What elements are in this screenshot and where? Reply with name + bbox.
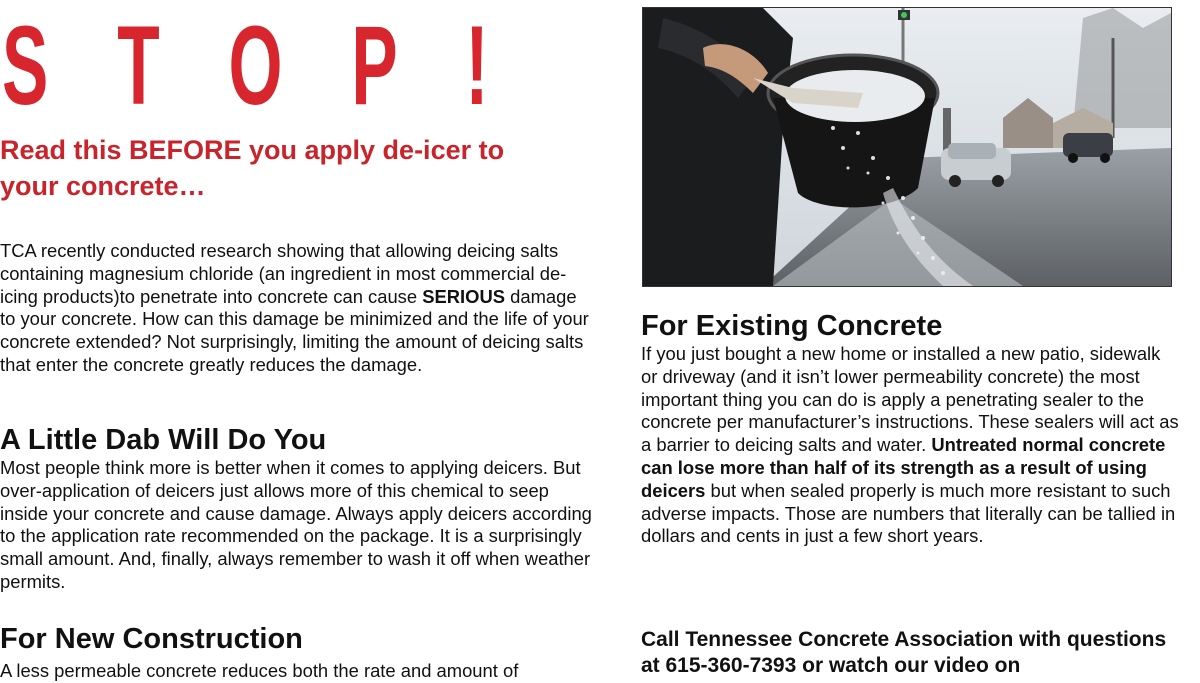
cta-text: Call Tennessee Concrete Association with questions at 615-360-7393 or watch our video on bbox=[641, 628, 1167, 677]
salt-bucket-photo bbox=[642, 7, 1172, 287]
intro-text-end: damage to your concrete. How can this damage be minimized and the life of your concrete extended? Not surprisingly, limiting the amount of deicing salts that enter the concrete greatly reduces the damage. bbox=[0, 285, 589, 375]
subheading-line-1: Read this BEFORE you apply de-icer to bbox=[0, 135, 505, 165]
dab-paragraph: Most people think more is better when it comes to applying deicers. But over-application of deicers just allows more of this chemical to seep inside your concrete and cause damage. Always apply deicers according to the application rate recommended on the package. It is a surprisingly small amount. And, finally, always remember to wash it off when weather permits. bbox=[0, 457, 592, 592]
intro-section bbox=[0, 240, 595, 377]
new-construction-paragraph: A less permeable concrete reduces both the rate and amount of bbox=[0, 660, 519, 681]
existing-concrete-section bbox=[641, 309, 1181, 548]
existing-concrete-paragraph bbox=[641, 343, 1181, 548]
new-construction-section bbox=[0, 622, 595, 683]
existing-bold: Untreated normal concrete can lose more than half of its strength as a result of using deicers bbox=[641, 434, 1166, 501]
dab-section bbox=[0, 423, 595, 594]
call-to-action bbox=[641, 627, 1181, 679]
intro-text-start: TCA recently conducted research showing that allowing deicing salts containing magnesium chloride (an ingredient in most commercial de-icing products)to penetrate into concrete can cause bbox=[0, 240, 567, 307]
subheading bbox=[0, 132, 600, 204]
existing-concrete-heading: For Existing Concrete bbox=[641, 310, 943, 342]
photo-illustration bbox=[643, 8, 1171, 286]
subheading-line-2: your concrete… bbox=[0, 171, 206, 201]
new-construction-heading: For New Construction bbox=[0, 623, 303, 655]
dab-heading: A Little Dab Will Do You bbox=[0, 424, 327, 456]
existing-text-start: If you just bought a new home or installed a new patio, sidewalk or driveway (and it isn’t lower permeability concrete) the most important thing you can do is apply a penetrating sealer to the concrete per manufacturer’s instructions. These sealers will act as a barrier to deicing salts and water. bbox=[641, 343, 1179, 456]
existing-text-end: but when sealed properly is much more resistant to such adverse impacts. Those are numbers that literally can be tallied in dollars and cents in just a few short years. bbox=[641, 479, 1176, 547]
intro-bold: SERIOUS bbox=[422, 285, 505, 307]
intro-paragraph bbox=[0, 240, 595, 377]
stop-title: S T O P ! bbox=[2, 3, 514, 128]
